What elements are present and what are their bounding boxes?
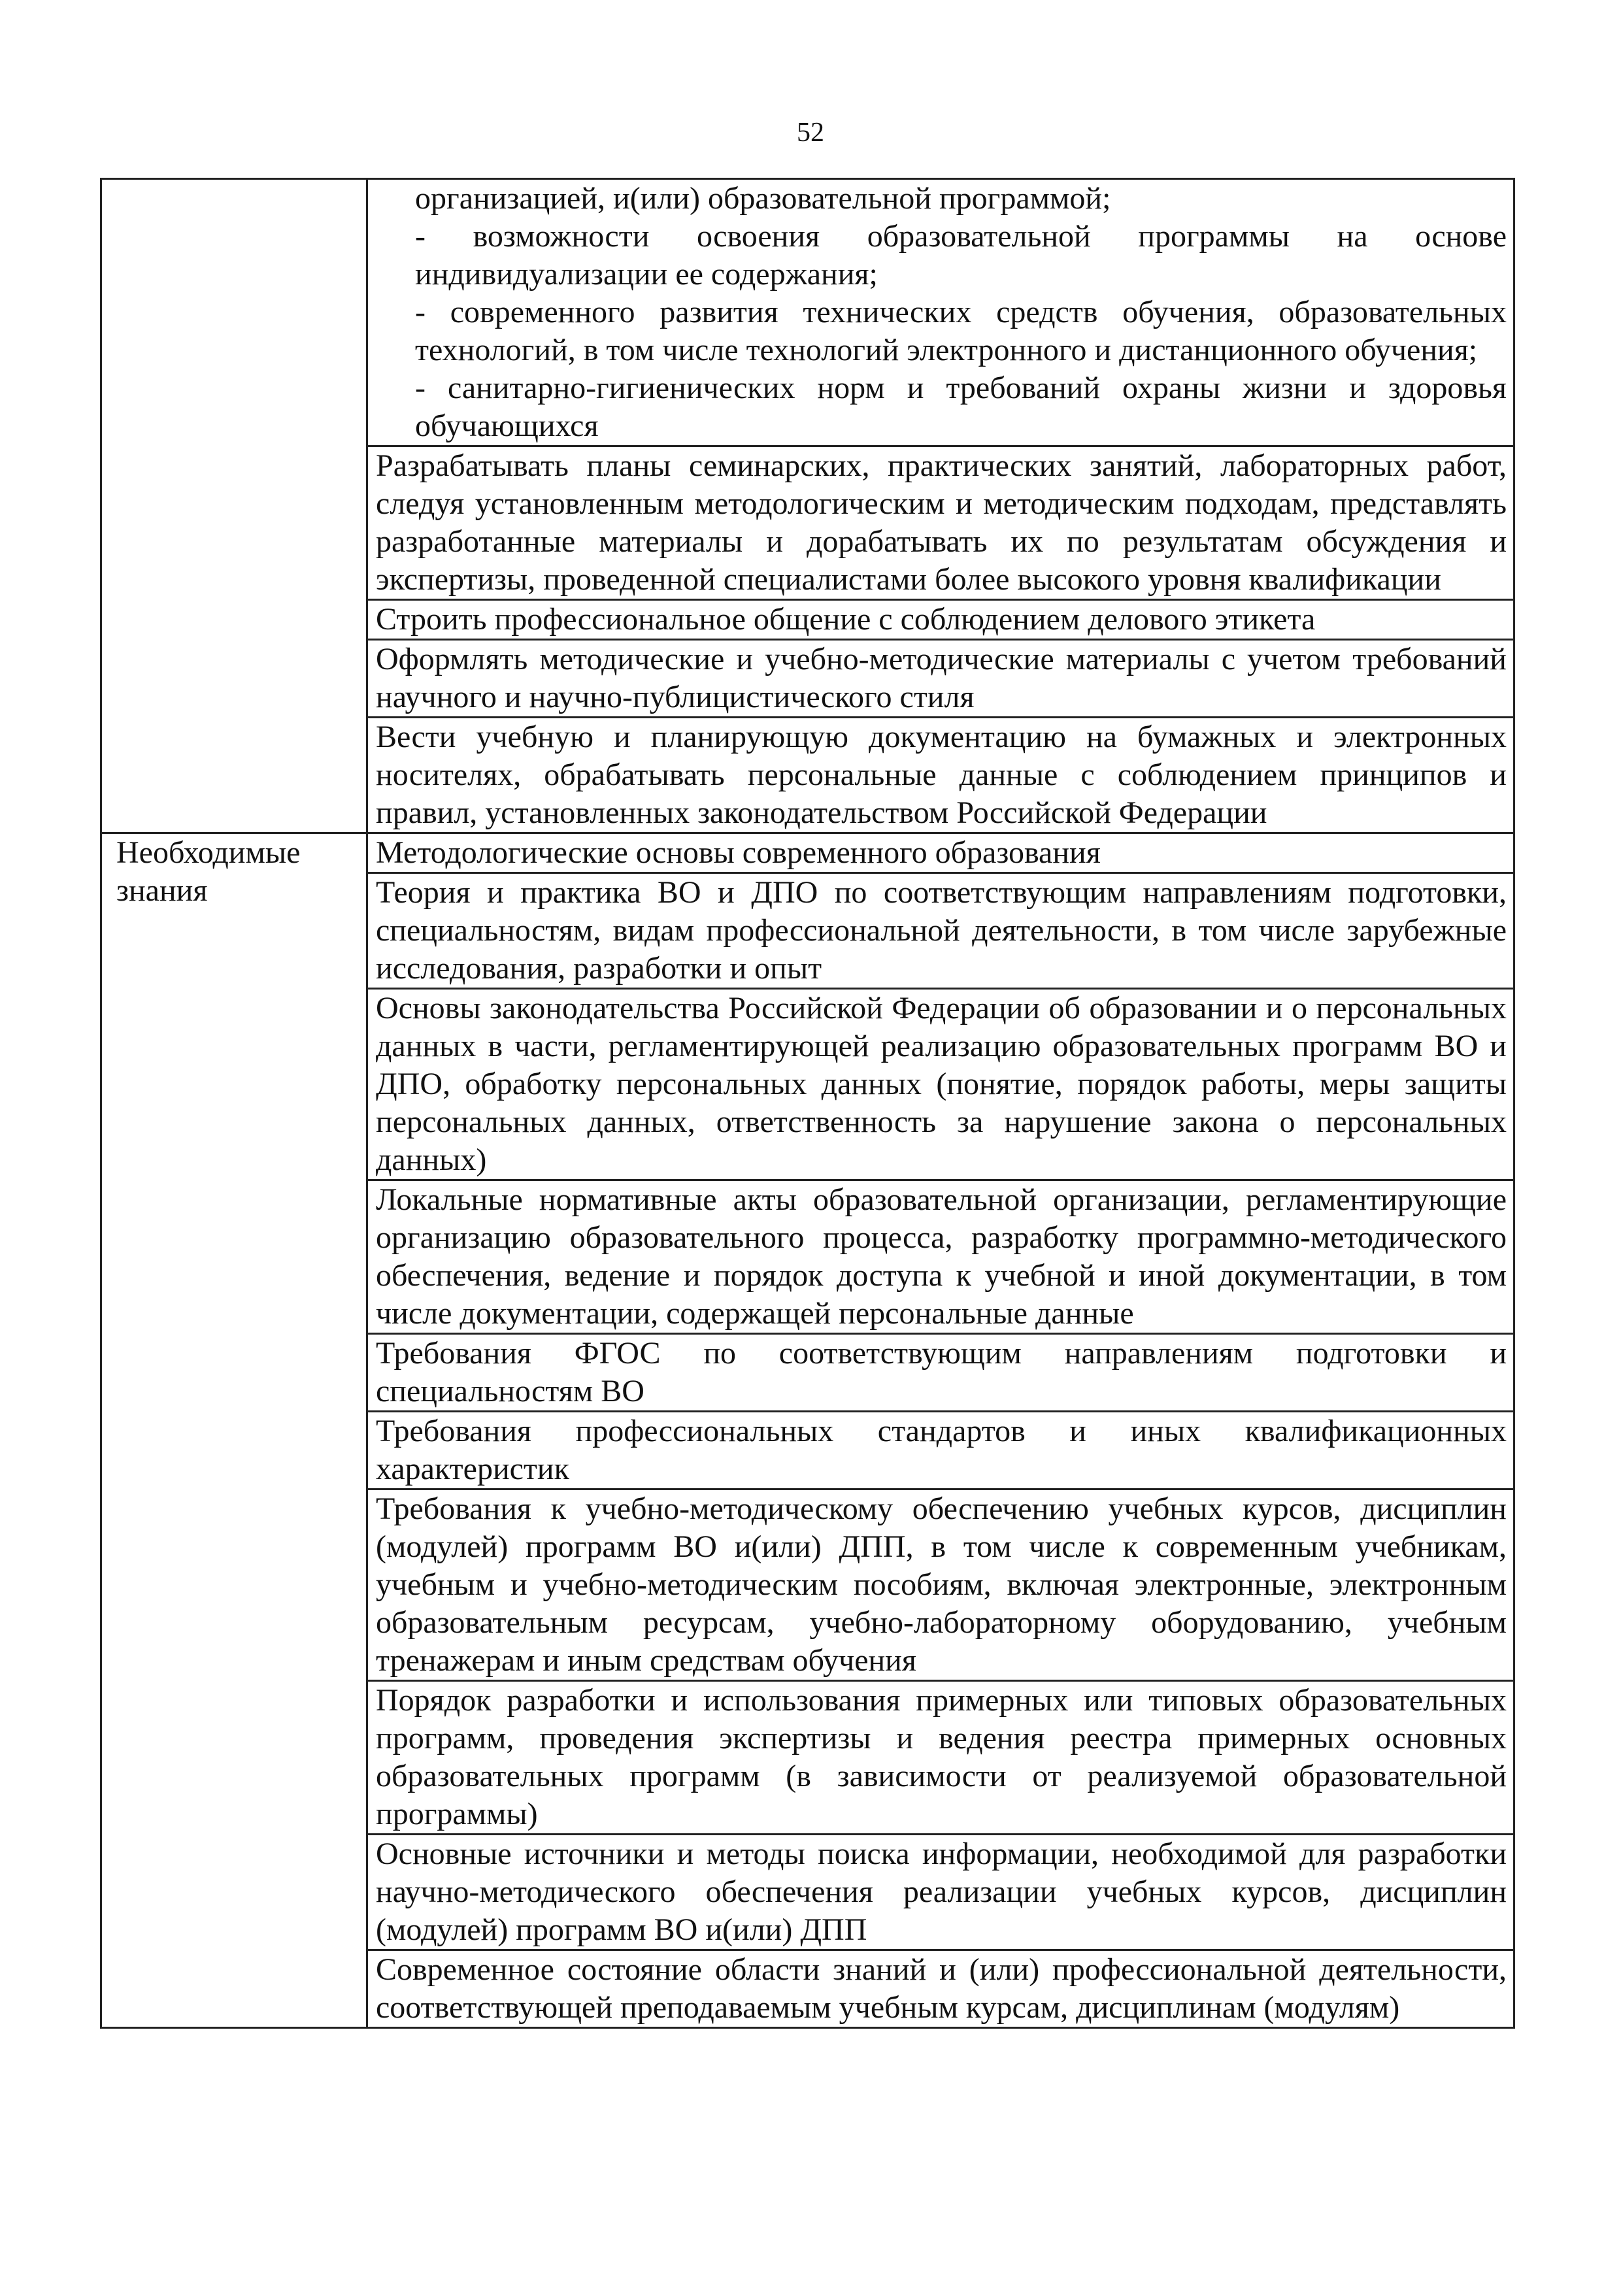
skill-cell: Вести учебную и планирующую документацию на бумажных и электронных носителях, обрабатывать персональные данные с соблюдением принципов и правил, установленных законодательством Российской Федерации xyxy=(367,718,1514,833)
list-item: организацией, и(или) образовательной программой; xyxy=(415,181,1111,216)
skill-cell: Строить профессиональное общение с соблюдением делового этикета xyxy=(367,600,1514,640)
skills-label-cell xyxy=(101,179,367,833)
list-item: - санитарно-гигиенических норм и требований охраны жизни и здоровья обучающихся xyxy=(415,371,1507,443)
knowledge-cell: Требования ФГОС по соответствующим направлениям подготовки и специальностям ВО xyxy=(367,1334,1514,1412)
knowledge-cell: Локальные нормативные акты образовательной организации, регламентирующие организацию образовательного процесса, разработку программно-методического обеспечения, ведение и порядок доступа к учебной и иной документации, в том числе документации, содержащей персональные данные xyxy=(367,1180,1514,1334)
knowledge-cell: Требования профессиональных стандартов и иных квалификационных характеристик xyxy=(367,1412,1514,1489)
knowledge-cell: Методологические основы современного образования xyxy=(367,833,1514,873)
skill-cell: Оформлять методические и учебно-методические материалы с учетом требований научного и научно-публицистического стиля xyxy=(367,640,1514,718)
knowledge-cell: Основные источники и методы поиска информации, необходимой для разработки научно-методического обеспечения реализации учебных курсов, дисциплин (модулей) программ ВО и(или) ДПП xyxy=(367,1835,1514,1950)
knowledge-cell: Порядок разработки и использования примерных или типовых образовательных программ, проведения экспертизы и ведения реестра примерных основных образовательных программ (в зависимости от реализуемой образовательной программы) xyxy=(367,1681,1514,1835)
table-row xyxy=(101,833,1514,873)
list-item: - возможности освоения образовательной программы на основе индивидуализации ее содержания; xyxy=(415,219,1507,291)
page-number: 52 xyxy=(797,118,824,148)
skill-cell: Разрабатывать планы семинарских, практических занятий, лабораторных работ, следуя установленным методологическим и методическим подходам, представлять разработанные материалы и дорабатывать их по результатам обсуждения и экспертизы, проведенной специалистами более высокого уровня квалификации xyxy=(367,446,1514,600)
skills-continuation-cell xyxy=(367,179,1514,446)
knowledge-cell: Основы законодательства Российской Федерации об образовании и о персональных данных в части, регламентирующей реализацию образовательных программ ВО и ДПО, обработку персональных данных (понятие, порядок работы, меры защиты персональных данных, ответственность за нарушение закона о персональных данных) xyxy=(367,989,1514,1180)
list-item: - современного развития технических средств обучения, образовательных технологий, в том числе технологий электронного и дистанционного обучения; xyxy=(415,295,1507,367)
knowledge-cell: Теория и практика ВО и ДПО по соответствующим направлениям подготовки, специальностям, видам профессиональной деятельности, в том числе зарубежные исследования, разработки и опыт xyxy=(367,873,1514,989)
competency-table xyxy=(100,178,1515,2029)
knowledge-cell: Современное состояние области знаний и (или) профессиональной деятельности, соответствующей преподаваемым учебным курсам, дисциплинам (модулям) xyxy=(367,1950,1514,2028)
knowledge-label-cell: Необходимые знания xyxy=(101,833,367,2028)
table-row xyxy=(101,179,1514,446)
knowledge-cell: Требования к учебно-методическому обеспечению учебных курсов, дисциплин (модулей) программ ВО и(или) ДПП, в том числе к современным учебникам, учебным и учебно-методическим пособиям, включая электронные, электронным образовательным ресурсам, учебно-лабораторному оборудованию, учебным тренажерам и иным средствам обучения xyxy=(367,1489,1514,1681)
